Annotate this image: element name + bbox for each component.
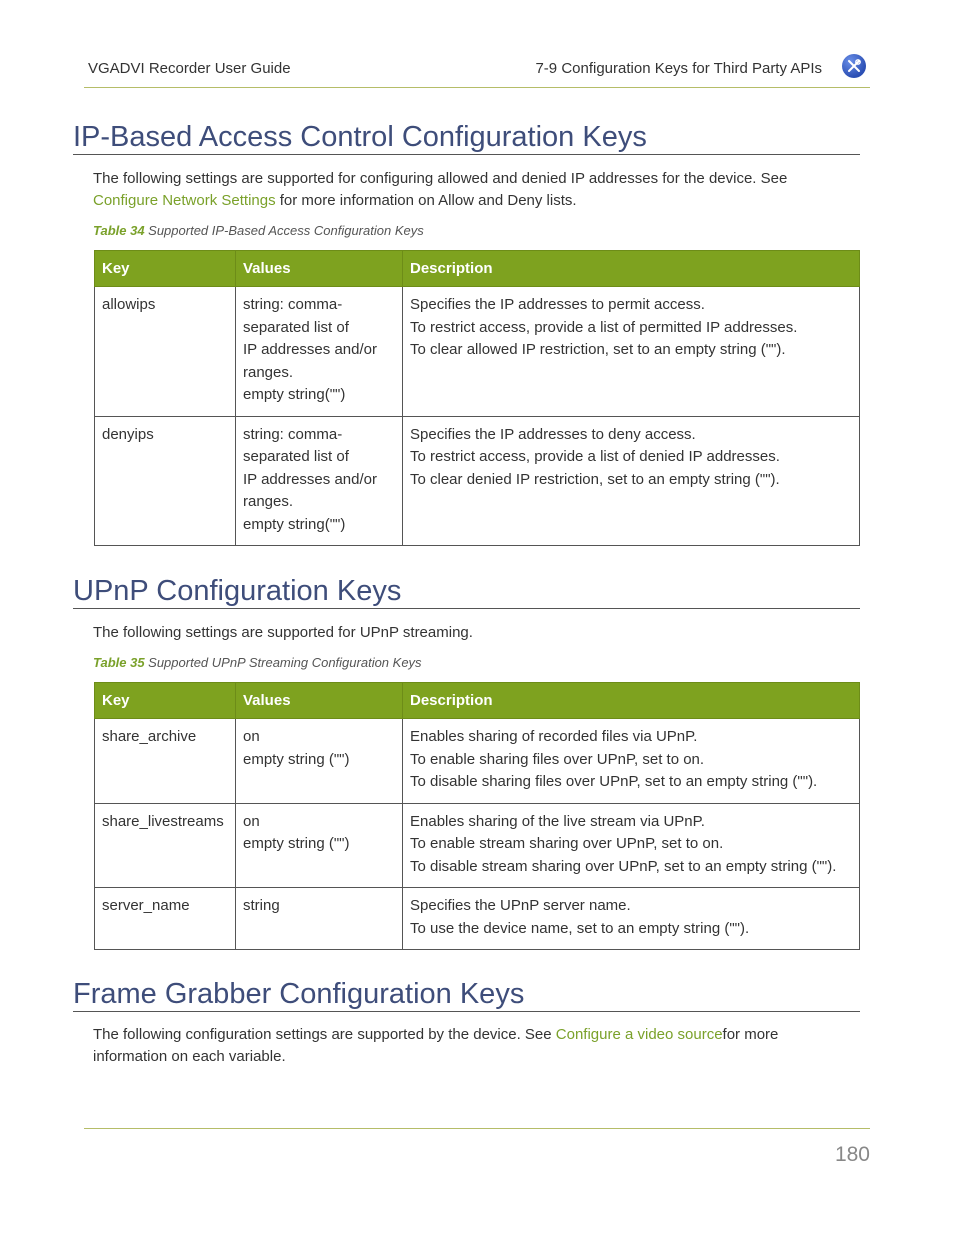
desc-line: To enable stream sharing over UPnP, set to on. [410,835,724,852]
table-row [95,719,860,804]
desc-line: To enable sharing files over UPnP, set to on. [410,750,705,768]
key-cell: denyips [95,416,236,546]
value-line: empty string("") [243,386,346,403]
upnp-table [94,682,860,950]
description-cell [403,719,860,804]
value-line: separated list of [243,448,349,465]
values-cell [236,888,403,950]
value-line: string: comma- [243,296,343,313]
section-title-ip-access: IP-Based Access Control Configuration Keys [73,120,860,155]
value-line: string [243,897,280,914]
values-cell [236,803,403,888]
column-header-values: Values [236,683,403,719]
table-caption [93,655,422,670]
desc-line: Specifies the UPnP server name. [410,897,631,914]
table-row [95,416,860,546]
value-line: IP addresses and/or [243,470,377,488]
ip-access-table [94,250,860,546]
key-cell: server_name [95,888,236,950]
column-header-description: Description [403,683,860,719]
table-number: Table 35 [93,655,145,670]
value-line: ranges. [243,493,294,510]
configure-network-settings-link[interactable]: Configure Network Settings [93,192,276,209]
desc-line: To disable stream sharing over UPnP, set to an empty string (""). [410,857,837,875]
intro-text: The following configuration settings are supported by the device. See [93,1026,556,1043]
key-cell: share_archive [95,719,236,804]
desc-line: To restrict access, provide a list of denied IP addresses. [410,448,780,465]
desc-line: To clear allowed IP restriction, set to an empty string (""). [410,341,786,358]
description-cell [403,888,860,950]
section-title-upnp: UPnP Configuration Keys [73,574,860,609]
value-line: on [243,728,260,745]
desc-line: To use the device name, set to an empty string (""). [410,919,750,937]
desc-line: To clear denied IP restriction, set to an empty string (""). [410,470,780,488]
table-row [95,803,860,888]
table-header-row [95,683,860,719]
page-header [84,58,870,88]
table-row [95,287,860,417]
column-header-key: Key [95,683,236,719]
description-cell [403,803,860,888]
table-number: Table 34 [93,223,145,238]
values-cell [236,287,403,417]
value-line: separated list of [243,318,349,336]
intro-text-end: for more information on each variable. [93,1026,779,1065]
configure-video-source-link[interactable]: Configure a video source [555,1026,723,1043]
value-line: empty string("") [243,515,346,533]
desc-line: To restrict access, provide a list of permitted IP addresses. [410,318,798,336]
page-number: 180 [834,1143,870,1166]
description-cell [403,416,860,546]
desc-line: Specifies the IP addresses to deny access. [410,425,696,443]
table-row [95,888,860,950]
table-caption-text: Supported UPnP Streaming Configuration Keys [144,655,422,670]
intro-text: The following settings are supported for configuring allowed and denied IP addresses for the device. See [93,170,788,187]
guide-title: VGADVI Recorder User Guide [88,60,291,77]
desc-line: Enables sharing of recorded files via UPnP. [410,728,698,745]
values-cell [236,719,403,804]
value-line: ranges. [243,363,294,381]
key-cell: share_livestreams [95,803,236,888]
column-header-description: Description [403,251,860,287]
value-line: empty string ("") [243,835,350,852]
section-title-frame-grabber: Frame Grabber Configuration Keys [73,977,860,1012]
desc-line: Enables sharing of the live stream via UPnP. [410,812,705,830]
value-line: empty string ("") [243,750,350,768]
intro-text-end: for more information on Allow and Deny lists. [275,192,577,209]
table-caption [93,223,424,238]
column-header-key: Key [95,251,236,287]
value-line: string: comma- [243,425,343,443]
section-ip-intro [93,168,833,212]
section-frame-grabber-intro [93,1024,833,1068]
tools-icon [842,54,866,78]
values-cell [236,416,403,546]
footer-divider [84,1128,870,1129]
chapter-title: 7-9 Configuration Keys for Third Party APIs [535,60,822,77]
section-upnp-intro: The following settings are supported for UPnP streaming. [93,624,473,641]
key-cell: allowips [95,287,236,417]
column-header-values: Values [236,251,403,287]
description-cell [403,287,860,417]
table-header-row [95,251,860,287]
desc-line: Specifies the IP addresses to permit access. [410,296,705,313]
desc-line: To disable sharing files over UPnP, set to an empty string (""). [410,773,818,790]
table-caption-text: Supported IP-Based Access Configuration Keys [144,223,424,238]
value-line: on [243,812,260,830]
value-line: IP addresses and/or [243,341,377,358]
